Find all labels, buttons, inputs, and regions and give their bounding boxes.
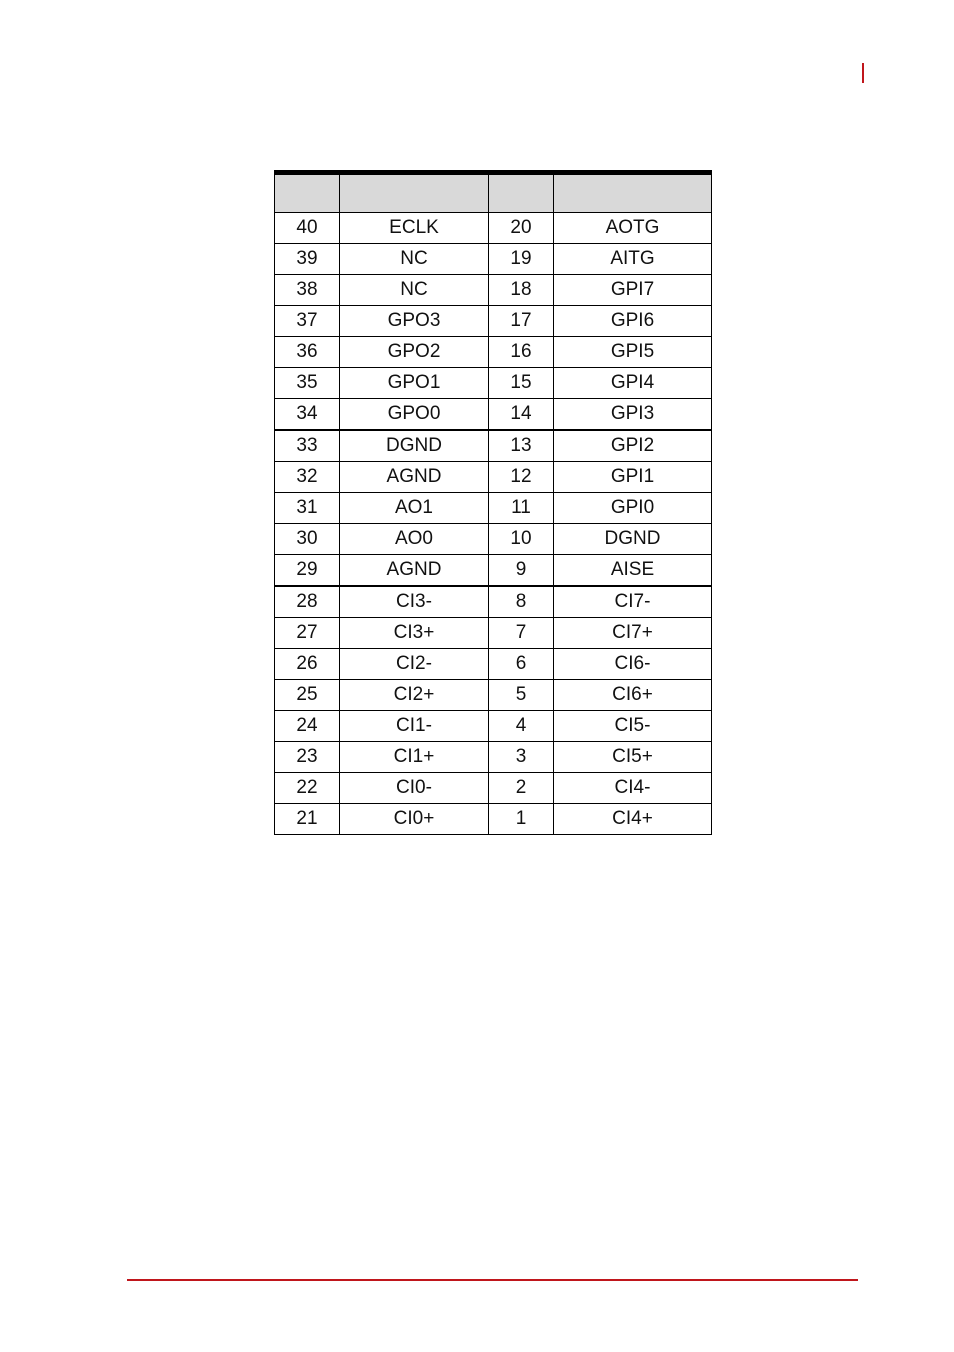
signal-right: GPI3 bbox=[554, 399, 712, 431]
signal-left: ECLK bbox=[340, 213, 489, 244]
pin-left: 35 bbox=[275, 368, 340, 399]
pin-left: 33 bbox=[275, 430, 340, 462]
signal-left: GPO3 bbox=[340, 306, 489, 337]
pin-right: 15 bbox=[489, 368, 554, 399]
signal-right: CI7+ bbox=[554, 618, 712, 649]
table-row bbox=[275, 586, 712, 618]
signal-right: CI4+ bbox=[554, 804, 712, 835]
header-signal-right bbox=[554, 173, 712, 213]
pin-right: 4 bbox=[489, 711, 554, 742]
pin-right: 18 bbox=[489, 275, 554, 306]
pin-right: 11 bbox=[489, 493, 554, 524]
table-row bbox=[275, 399, 712, 431]
signal-left: CI0- bbox=[340, 773, 489, 804]
pin-left: 38 bbox=[275, 275, 340, 306]
signal-right: GPI2 bbox=[554, 430, 712, 462]
pin-left: 34 bbox=[275, 399, 340, 431]
pin-left: 29 bbox=[275, 555, 340, 587]
table-row bbox=[275, 555, 712, 587]
table-row bbox=[275, 680, 712, 711]
pin-right: 5 bbox=[489, 680, 554, 711]
pin-right: 8 bbox=[489, 586, 554, 618]
signal-right: AOTG bbox=[554, 213, 712, 244]
table-row bbox=[275, 337, 712, 368]
pin-right: 2 bbox=[489, 773, 554, 804]
signal-right: AISE bbox=[554, 555, 712, 587]
signal-left: NC bbox=[340, 244, 489, 275]
pin-left: 21 bbox=[275, 804, 340, 835]
signal-right: CI7- bbox=[554, 586, 712, 618]
signal-left: GPO2 bbox=[340, 337, 489, 368]
signal-right: GPI7 bbox=[554, 275, 712, 306]
signal-right: CI6- bbox=[554, 649, 712, 680]
pin-left: 31 bbox=[275, 493, 340, 524]
pin-right: 6 bbox=[489, 649, 554, 680]
signal-right: CI6+ bbox=[554, 680, 712, 711]
table-row bbox=[275, 430, 712, 462]
pin-right: 1 bbox=[489, 804, 554, 835]
table-row bbox=[275, 244, 712, 275]
signal-left: CI3+ bbox=[340, 618, 489, 649]
table-row bbox=[275, 306, 712, 337]
pin-left: 37 bbox=[275, 306, 340, 337]
signal-left: CI2+ bbox=[340, 680, 489, 711]
pin-left: 22 bbox=[275, 773, 340, 804]
pin-left: 27 bbox=[275, 618, 340, 649]
pin-right: 14 bbox=[489, 399, 554, 431]
header-pin-left bbox=[275, 173, 340, 213]
table-row bbox=[275, 493, 712, 524]
header-marker bbox=[862, 63, 864, 83]
signal-left: AO0 bbox=[340, 524, 489, 555]
pin-left: 23 bbox=[275, 742, 340, 773]
table-row bbox=[275, 213, 712, 244]
signal-right: GPI1 bbox=[554, 462, 712, 493]
table-row bbox=[275, 773, 712, 804]
table-header-row bbox=[275, 173, 712, 213]
pin-right: 12 bbox=[489, 462, 554, 493]
pin-left: 39 bbox=[275, 244, 340, 275]
pin-right: 16 bbox=[489, 337, 554, 368]
table-row bbox=[275, 462, 712, 493]
signal-left: AO1 bbox=[340, 493, 489, 524]
signal-left: CI1- bbox=[340, 711, 489, 742]
pin-right: 19 bbox=[489, 244, 554, 275]
pin-left: 30 bbox=[275, 524, 340, 555]
pin-right: 10 bbox=[489, 524, 554, 555]
signal-right: CI5- bbox=[554, 711, 712, 742]
header-signal-left bbox=[340, 173, 489, 213]
table-row bbox=[275, 742, 712, 773]
signal-left: DGND bbox=[340, 430, 489, 462]
pin-assignment-table bbox=[274, 170, 712, 835]
table-row bbox=[275, 368, 712, 399]
signal-left: CI1+ bbox=[340, 742, 489, 773]
table-row bbox=[275, 649, 712, 680]
signal-left: GPO0 bbox=[340, 399, 489, 431]
signal-left: AGND bbox=[340, 555, 489, 587]
header-pin-right bbox=[489, 173, 554, 213]
pin-left: 28 bbox=[275, 586, 340, 618]
signal-right: GPI6 bbox=[554, 306, 712, 337]
signal-left: AGND bbox=[340, 462, 489, 493]
footer-rule bbox=[127, 1279, 858, 1281]
table-row bbox=[275, 618, 712, 649]
pin-right: 17 bbox=[489, 306, 554, 337]
pin-left: 25 bbox=[275, 680, 340, 711]
pin-left: 32 bbox=[275, 462, 340, 493]
pin-right: 13 bbox=[489, 430, 554, 462]
signal-right: GPI5 bbox=[554, 337, 712, 368]
pin-right: 3 bbox=[489, 742, 554, 773]
table-row bbox=[275, 275, 712, 306]
pin-left: 40 bbox=[275, 213, 340, 244]
signal-right: AITG bbox=[554, 244, 712, 275]
signal-left: GPO1 bbox=[340, 368, 489, 399]
signal-left: CI3- bbox=[340, 586, 489, 618]
table-row bbox=[275, 804, 712, 835]
signal-right: DGND bbox=[554, 524, 712, 555]
pin-left: 36 bbox=[275, 337, 340, 368]
pin-right: 9 bbox=[489, 555, 554, 587]
table-row bbox=[275, 711, 712, 742]
signal-right: CI4- bbox=[554, 773, 712, 804]
signal-left: CI2- bbox=[340, 649, 489, 680]
pin-left: 26 bbox=[275, 649, 340, 680]
signal-right: GPI4 bbox=[554, 368, 712, 399]
pin-left: 24 bbox=[275, 711, 340, 742]
pin-right: 20 bbox=[489, 213, 554, 244]
signal-left: NC bbox=[340, 275, 489, 306]
table-row bbox=[275, 524, 712, 555]
signal-right: CI5+ bbox=[554, 742, 712, 773]
signal-left: CI0+ bbox=[340, 804, 489, 835]
pin-right: 7 bbox=[489, 618, 554, 649]
signal-right: GPI0 bbox=[554, 493, 712, 524]
